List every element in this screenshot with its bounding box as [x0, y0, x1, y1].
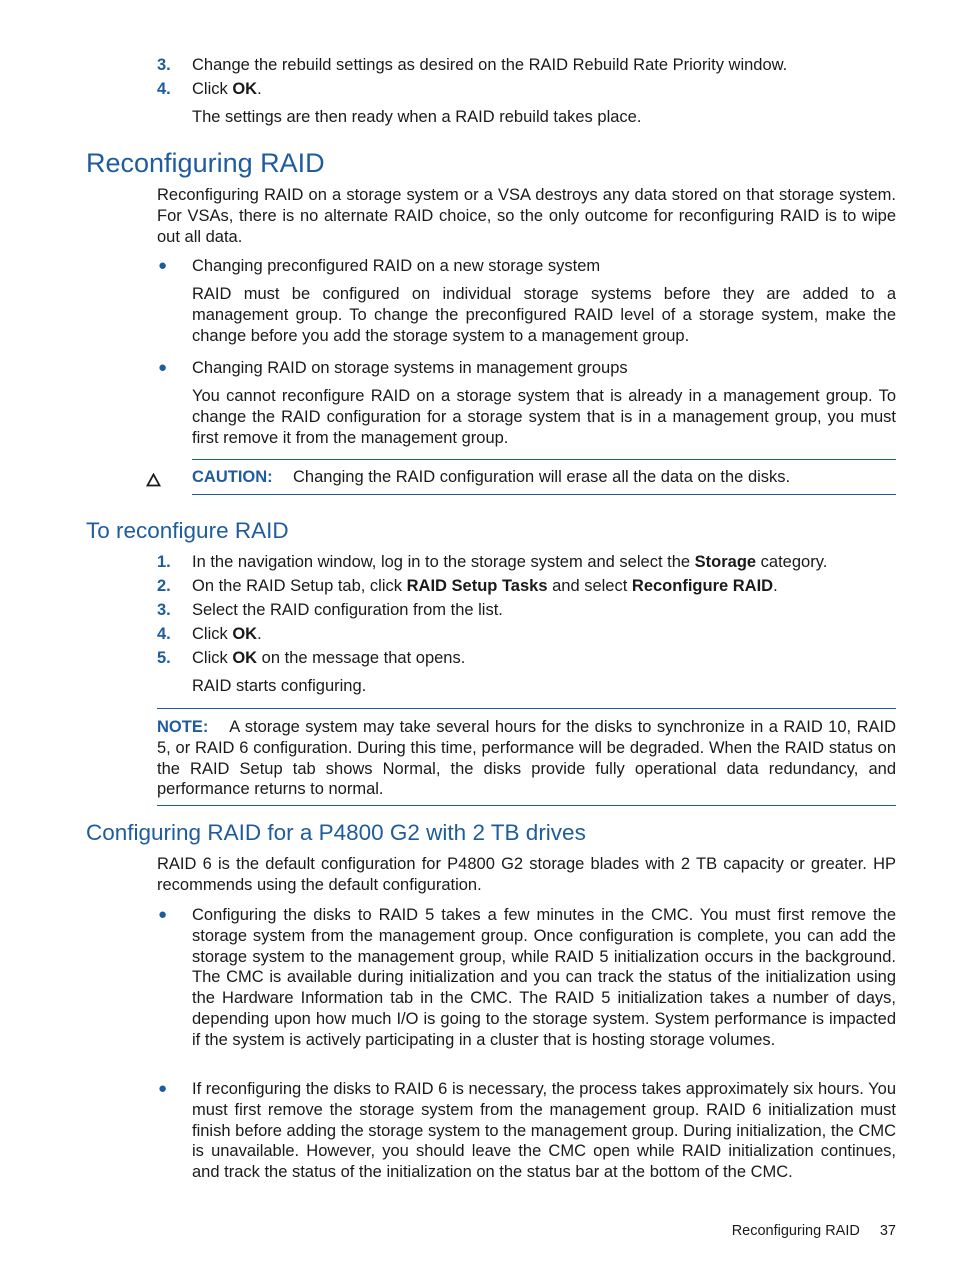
bullet-title: Changing preconfigured RAID on a new storage system [192, 257, 601, 275]
note-bottom-rule [157, 805, 896, 806]
step-number: 1. [157, 553, 171, 571]
bullet-icon: ● [158, 257, 168, 274]
bullet-body: RAID must be configured on individual storage systems before they are added to a management group. To change the preconfigured RAID level of a storage system, make the change before you add the storage system to a management group. [192, 285, 896, 345]
step-number: 4. [157, 80, 171, 98]
page-number: 37 [879, 1223, 896, 1239]
bullet-icon: ● [158, 359, 168, 376]
caution-label: CAUTION: [192, 468, 273, 486]
section-intro: RAID 6 is the default configuration for P4800 G2 storage blades with 2 TB capacity or greater. HP recommends using the default configuration. [157, 855, 896, 894]
step-text: On the RAID Setup tab, click RAID Setup Tasks and select Reconfigure RAID. [192, 577, 778, 595]
step-number: 3. [157, 56, 171, 74]
step-text: Click OK on the message that opens. [192, 649, 466, 667]
footer-section: Reconfiguring RAID [731, 1223, 860, 1239]
page-footer [732, 1221, 896, 1242]
bullet-icon: ● [158, 906, 168, 923]
step-result: RAID starts configuring. [192, 677, 367, 695]
caution-bottom-rule [192, 494, 896, 495]
note-text: NOTE: A storage system may take several hours for the disks to synchronize in a RAID 10, RAID 5, or RAID 6 configuration. During this time, performance will be degraded. When the RAID status on the RAID Setup tab shows Normal, the disks provide fully operational data redundancy, and performance returns to normal. [157, 718, 896, 799]
bullet-body: Configuring the disks to RAID 5 takes a few minutes in the CMC. You must first remove the storage system from the management group. Once configuration is complete, you can add the storage system to the management group, while RAID 5 initialization occurs in the background. The CMC is available during initialization and you can track the status of the initialization using the Hardware Information tab in the CMC. The RAID 5 initialization takes a number of days, depending upon how much I/O is going to the storage system. System performance is impacted if the system is actively participating in a cluster that is hosting storage volumes. [192, 906, 896, 1049]
step-number: 2. [157, 577, 171, 595]
caution-text: Changing the RAID configuration will erase all the data on the disks. [293, 468, 791, 486]
step-number: 4. [157, 625, 171, 643]
step-text: Change the rebuild settings as desired on the RAID Rebuild Rate Priority window. [192, 56, 788, 74]
step-number: 5. [157, 649, 171, 667]
subsection-heading: To reconfigure RAID [86, 518, 289, 543]
caution-triangle-icon [146, 473, 161, 487]
bullet-title: Changing RAID on storage systems in management groups [192, 359, 628, 377]
caution-top-rule [192, 459, 896, 460]
step-number: 3. [157, 601, 171, 619]
section-heading: Reconfiguring RAID [86, 148, 325, 178]
step-text: Select the RAID configuration from the list. [192, 601, 503, 619]
step-text: Click OK. [192, 625, 262, 643]
step-text: In the navigation window, log in to the storage system and select the Storage category. [192, 553, 828, 571]
note-top-rule [157, 708, 896, 709]
step-text: Click OK. [192, 80, 262, 98]
bullet-body: You cannot reconfigure RAID on a storage system that is already in a management group. To change the RAID configuration for a storage system that is in a management group, you must first remove it from the management group. [192, 387, 896, 447]
bullet-body: If reconfiguring the disks to RAID 6 is necessary, the process takes approximately six hours. You must first remove the storage system from the management group. RAID 6 initialization must finish before adding the storage system to the management group. During initialization, the CMC is unavailable. However, you should leave the CMC open while RAID initialization continues, and track the status of the initialization on the status bar at the bottom of the CMC. [192, 1080, 896, 1182]
bullet-icon: ● [158, 1080, 168, 1097]
step-result: The settings are then ready when a RAID rebuild takes place. [192, 108, 642, 126]
subsection-heading: Configuring RAID for a P4800 G2 with 2 TB drives [86, 820, 586, 845]
section-intro: Reconfiguring RAID on a storage system or a VSA destroys any data stored on that storage system. For VSAs, there is no alternate RAID choice, so the only outcome for reconfiguring RAID is to wipe out all data. [157, 186, 896, 246]
